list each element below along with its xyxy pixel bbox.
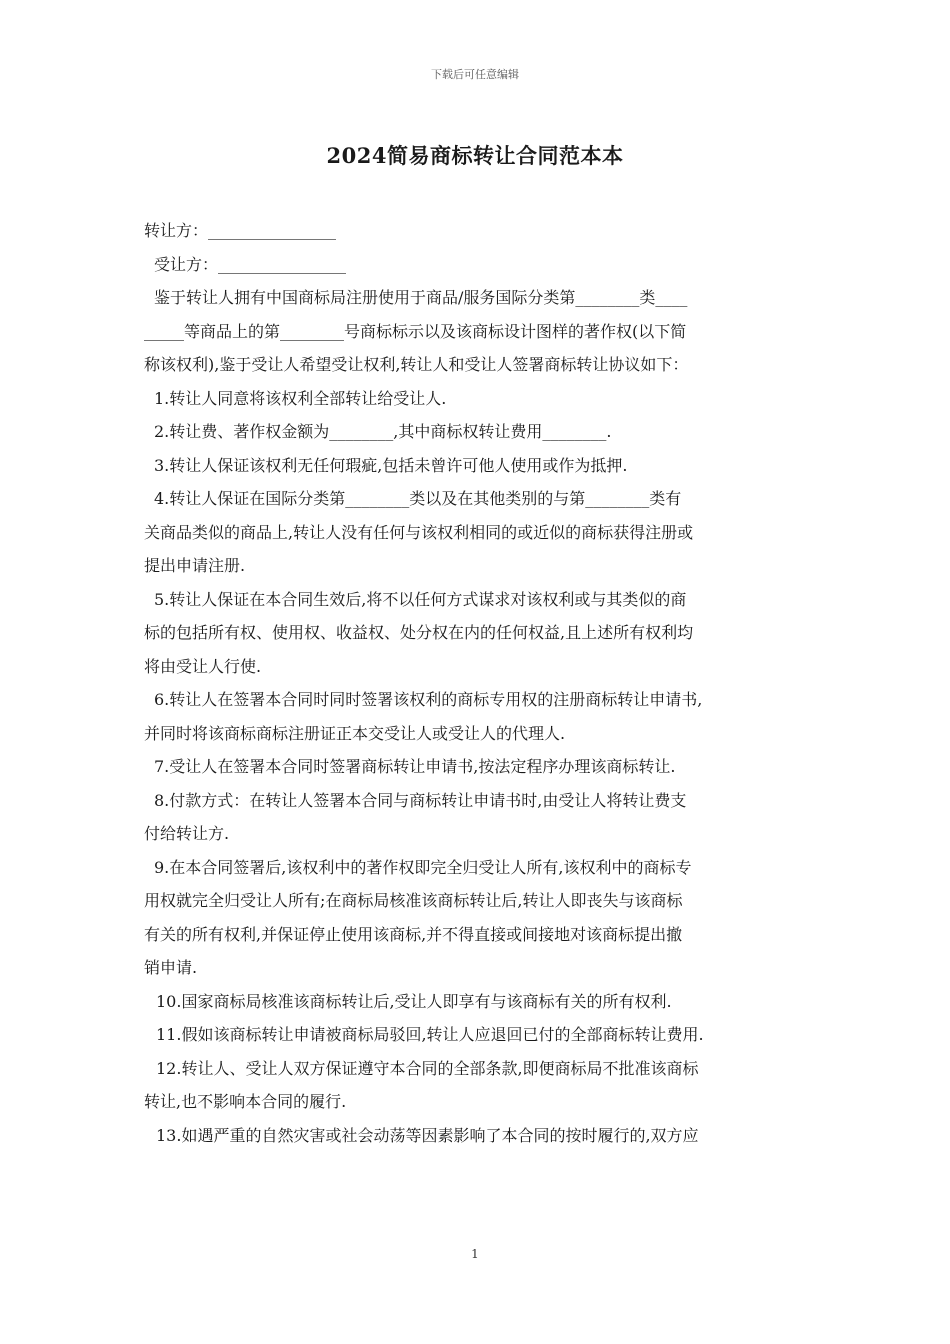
clause-9-cont: 销申请. bbox=[144, 958, 198, 977]
clause-2: 2.转让费、著作权金额为________,其中商标权转让费用________. bbox=[154, 422, 612, 441]
page-number: 1 bbox=[471, 1247, 479, 1261]
clause-12: 12.转让人、受让人双方保证遵守本合同的全部条款,即便商标局不批准该商标 bbox=[156, 1058, 699, 1078]
clause-1: 1.转让人同意将该权利全部转让给受让人. bbox=[154, 388, 447, 408]
clause-8: 8.付款方式：在转让人签署本合同与商标转让申请书时,由受让人将转让费支 bbox=[154, 790, 687, 810]
preamble-line: 鉴于转让人拥有中国商标局注册使用于商品/服务国际分类第________类____ bbox=[154, 288, 688, 307]
clause-9: 9.在本合同签署后,该权利中的著作权即完全归受让人所有,该权利中的商标专 bbox=[154, 857, 692, 877]
transferee-line: 受让方：________________ bbox=[154, 254, 347, 274]
clause-4-cont: 提出申请注册. bbox=[144, 556, 246, 575]
clause-7: 7.受让人在签署本合同时签署商标转让申请书,按法定程序办理该商标转让. bbox=[154, 757, 676, 776]
clause-5: 5.转让人保证在本合同生效后,将不以任何方式谋求对该权利或与其类似的商 bbox=[154, 589, 687, 609]
clause-9-cont: 用权就完全归受让人所有;在商标局核准该商标转让后,转让人即丧失与该商标 bbox=[144, 891, 683, 910]
clause-12-cont: 转让,也不影响本合同的履行. bbox=[144, 1092, 347, 1111]
transferor-line: 转让方：________________ bbox=[144, 221, 337, 240]
clause-3: 3.转让人保证该权利无任何瑕疵,包括未曾许可他人使用或作为抵押. bbox=[154, 455, 628, 475]
clause-10: 10.国家商标局核准该商标转让后,受让人即享有与该商标有关的所有权利. bbox=[156, 991, 672, 1011]
header-note: 下载后可任意编辑 bbox=[431, 68, 519, 81]
document-title: 2024简易商标转让合同范本本 bbox=[326, 143, 624, 168]
clause-5-cont: 标的包括所有权、使用权、收益权、处分权在内的任何权益,且上述所有权利均 bbox=[144, 623, 694, 642]
preamble-line: _____等商品上的第________号商标标示以及该商标设计图样的著作权(以下简 bbox=[144, 321, 687, 341]
clause-4: 4.转让人保证在国际分类第________类以及在其他类别的与第________类有 bbox=[154, 489, 682, 508]
clause-6-cont: 并同时将该商标商标注册证正本交受让人或受让人的代理人. bbox=[144, 723, 566, 743]
clause-9-cont: 有关的所有权利,并保证停止使用该商标,并不得直接或间接地对该商标提出撤 bbox=[144, 924, 683, 944]
clause-11: 11.假如该商标转让申请被商标局驳回,转让人应退回已付的全部商标转让费用. bbox=[156, 1025, 704, 1044]
clause-13: 13.如遇严重的自然灾害或社会动荡等因素影响了本合同的按时履行的,双方应 bbox=[156, 1125, 699, 1145]
document-body bbox=[144, 214, 808, 1152]
clause-6: 6.转让人在签署本合同时同时签署该权利的商标专用权的注册商标转让申请书, bbox=[154, 690, 703, 709]
clause-8-cont: 付给转让方. bbox=[144, 824, 230, 843]
clause-5-cont: 将由受让人行使. bbox=[144, 656, 262, 676]
preamble-line: 称该权利),鉴于受让人希望受让权利,转让人和受让人签署商标转让协议如下： bbox=[144, 355, 689, 374]
clause-4-cont: 关商品类似的商品上,转让人没有任何与该权利相同的或近似的商标获得注册或 bbox=[144, 522, 694, 542]
